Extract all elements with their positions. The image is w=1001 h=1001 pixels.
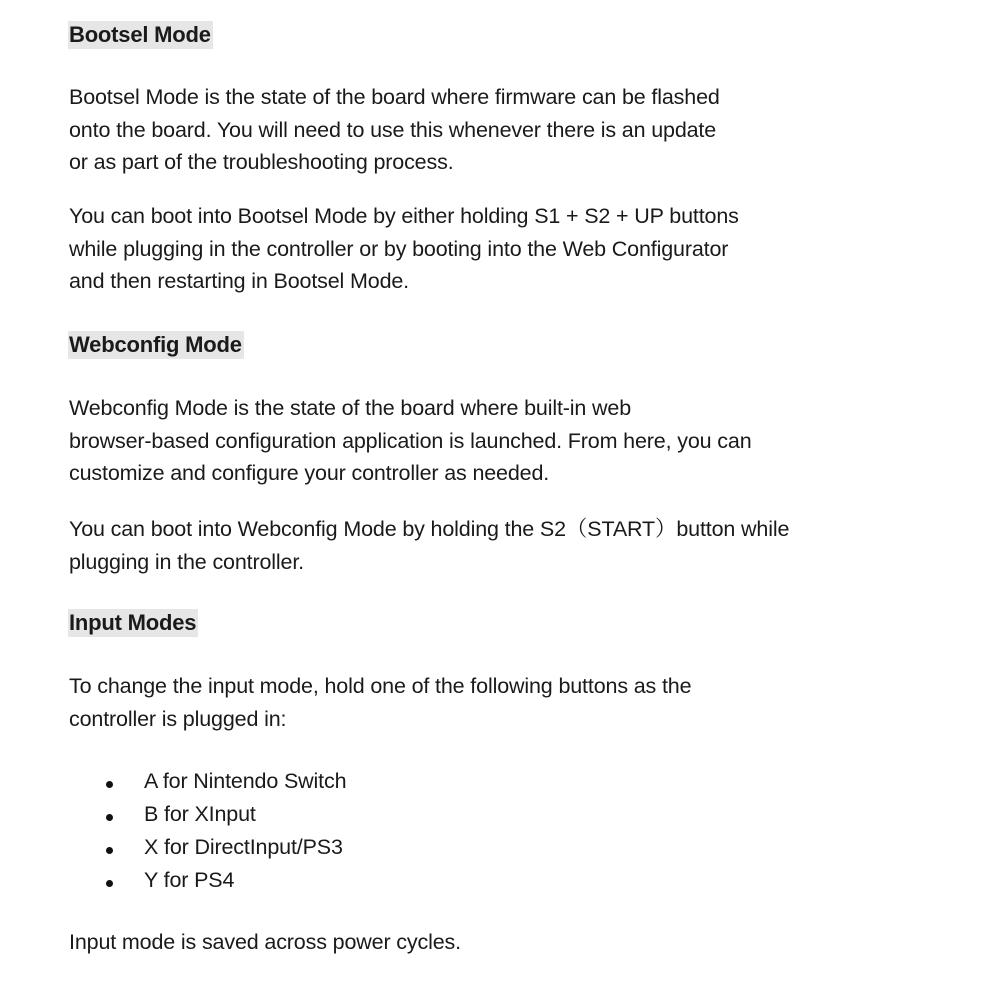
- list-item-label: B for XInput: [144, 802, 256, 826]
- text-line: or as part of the troubleshooting process.: [69, 150, 454, 175]
- text-line: Webconfig Mode is the state of the board where built-in web: [69, 396, 632, 420]
- bullet-icon: [106, 814, 113, 821]
- text-line: Input mode is saved across power cycles.: [69, 930, 461, 954]
- heading-input-modes: Input Modes: [69, 610, 197, 635]
- text-line: controller is plugged in:: [69, 706, 287, 731]
- text-line: browser-based configuration application is launched. From here, you can: [69, 428, 752, 453]
- bullet-icon: [106, 880, 113, 887]
- text-line: and then restarting in Bootsel Mode.: [69, 269, 410, 294]
- paragraph-bootsel-description: [69, 81, 720, 179]
- paragraph-input-modes-intro: [69, 670, 691, 735]
- list-item-label: A for Nintendo Switch: [144, 769, 347, 793]
- text-line: You can boot into Webconfig Mode by holding the S2（START）button while: [69, 517, 790, 541]
- heading-bootsel-mode: Bootsel Mode: [69, 22, 211, 47]
- paragraph-webconfig-how-to: [69, 513, 789, 578]
- text-line: You can boot into Bootsel Mode by either holding S1 + S2 + UP buttons: [69, 204, 739, 228]
- bullet-icon: [106, 847, 113, 854]
- text-line: Bootsel Mode is the state of the board where firmware can be flashed: [69, 85, 720, 109]
- list-item-label: Y for PS4: [144, 868, 235, 892]
- heading-webconfig-mode: Webconfig Mode: [69, 332, 242, 357]
- text-line: customize and configure your controller as needed.: [69, 461, 550, 486]
- paragraph-bootsel-how-to: [69, 200, 739, 298]
- text-line: while plugging in the controller or by booting into the Web Configurator: [69, 236, 729, 261]
- text-line: To change the input mode, hold one of the following buttons as the: [69, 674, 692, 698]
- list-item-label: X for DirectInput/PS3: [144, 835, 343, 859]
- text-line: plugging in the controller.: [69, 549, 305, 574]
- text-line: onto the board. You will need to use this whenever there is an update: [69, 117, 717, 142]
- paragraph-input-mode-saved: [69, 926, 461, 959]
- bullet-icon: [106, 781, 113, 788]
- paragraph-webconfig-description: [69, 392, 752, 490]
